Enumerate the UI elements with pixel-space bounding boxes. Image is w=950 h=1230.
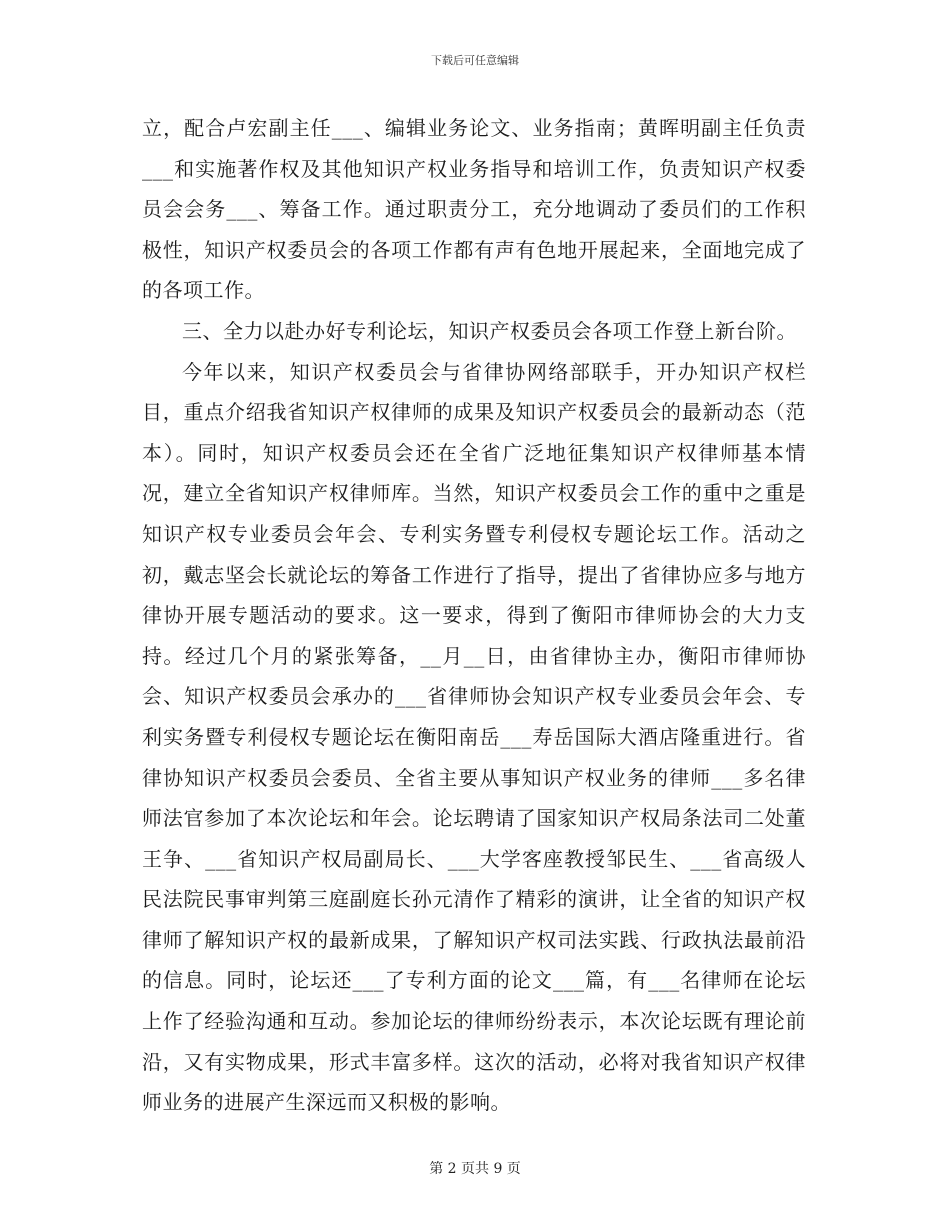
paragraph-continuation: 立，配合卢宏副主任___、编辑业务论文、业务指南；黄晖明副主任负责___和实施著作权及其他知识产权业务指导和培训工作，负责知识产权委员会会务___、筹备工作。通过职责分工，充分地调动了委员们的工作积极性，知识产权委员会的各项工作都有声有色地开展起来，全面地完成了的各项工作。 <box>142 116 806 303</box>
paragraph-section-heading: 三、全力以赴办好专利论坛，知识产权委员会各项工作登上新台阶。 <box>182 318 797 343</box>
page-number: 第 2 页共 9 页 <box>429 1161 521 1177</box>
paragraph-body: 今年以来，知识产权委员会与省律协网络部联手，开办知识产权栏目，重点介绍我省知识产权律师的成果及知识产权委员会的最新动态（范本）。同时，知识产权委员会还在全省广泛地征集知识产权律师基本情况，建立全省知识产权律师库。当然，知识产权委员会工作的重中之重是知识产权专业委员会年会、专利实务暨专利侵权专题论坛工作。活动之初，戴志坚会长就论坛的筹备工作进行了指导，提出了省律协应多与地方律协开展专题活动的要求。这一要求，得到了衡阳市律师协会的大力支持。经过几个月的紧张筹备，__月__日，由省律协主办，衡阳市律师协会、知识产权委员会承办的___省律师协会知识产权专业委员会年会、专利实务暨专利侵权专题论坛在衡阳南岳___寿岳国际大酒店隆重进行。省律协知识产权委员会委员、全省主要从事知识产权业务的律师___多名律师法官参加了本次论坛和年会。论坛聘请了国家知识产权局条法司二处董王争、___省知识产权局副局长、___大学客座教授邹民生、___省高级人民法院民事审判第三庭副庭长孙元清作了精彩的演讲，让全省的知识产权律师了解知识产权的最新成果，了解知识产权司法实践、行政执法最前沿的信息。同时，论坛还___了专利方面的论文___篇，有___名律师在论坛上作了经验沟通和互动。参加论坛的律师纷纷表示，本次论坛既有理论前沿，又有实物成果，形式丰富多样。这次的活动，必将对我省知识产权律师业务的进展产生深远而又积极的影响。 <box>142 359 806 1115</box>
page-header: 下载后可任意编辑 <box>431 54 519 67</box>
document-body <box>142 108 806 1123</box>
